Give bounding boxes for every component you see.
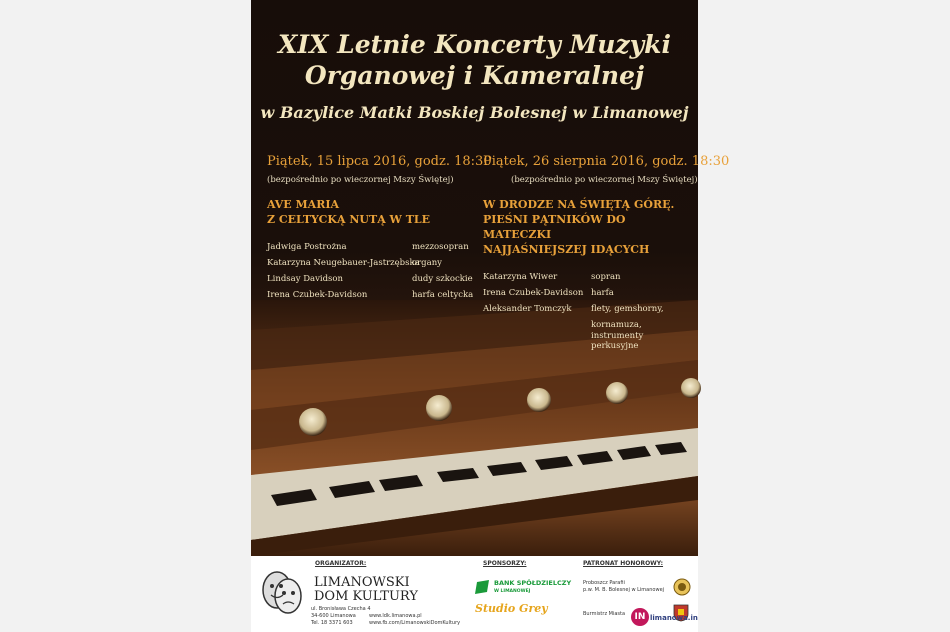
bank-logo-icon (475, 580, 491, 594)
media-in-logo-icon: IN (631, 608, 649, 626)
performer-role: organy (412, 258, 442, 268)
performer-list (483, 269, 693, 349)
performer-role: harfa celtycka (412, 290, 474, 300)
bank-name: BANK SPÓŁDZIELCZY (494, 579, 572, 587)
parish-seal-icon (673, 578, 691, 596)
concert-title-line: PIEŚNI PĄTNIKÓW DO MATECZKI (483, 213, 626, 241)
patron-heading: PATRONAT HONOROWY: (583, 560, 664, 567)
poster-title-line-2: Organowej i Kameralnej (304, 61, 645, 90)
performer-row (267, 287, 477, 303)
concert-note: (bezpośrednio po wieczornej Mszy Świętej) (511, 175, 698, 185)
organizer-address (311, 606, 371, 627)
address-line: Tel. 18 3371 603 (311, 620, 353, 626)
concert-date: Piątek, 15 lipca 2016, godz. 18:30 (267, 154, 492, 169)
organizer-name-line: DOM KULTURY (314, 589, 418, 604)
performer-name: Irena Czubek-Davidson (483, 288, 584, 298)
concert-right (483, 154, 730, 351)
organizer-web (369, 613, 460, 627)
performer-name: Jadwiga Postrożna (267, 242, 347, 252)
performer-role: dudy szkockie (412, 274, 473, 284)
poster-footer (251, 556, 698, 632)
concert-title (483, 197, 693, 257)
performer-role: instrumenty perkusyjne (591, 331, 644, 351)
patron-mayor: Burmistrz Miasta (583, 611, 626, 617)
performer-row (267, 271, 477, 287)
performer-name: Aleksander Tomczyk (483, 304, 572, 314)
bank-sponsor (494, 580, 571, 595)
organizer-name-line: LIMANOWSKI (314, 575, 410, 590)
performer-row (483, 269, 693, 285)
performer-row (483, 301, 693, 317)
organizer-name (314, 576, 418, 604)
address-line: ul. Bronisława Czecha 4 (311, 606, 371, 612)
concert-title (267, 197, 477, 227)
theatre-masks-logo-icon (257, 564, 307, 620)
concert-date: Piątek, 26 sierpnia 2016, godz. 18:30 (483, 154, 730, 169)
bank-location: W LIMANOWEJ (494, 589, 531, 594)
sponsors-heading: SPONSORZY: (483, 560, 527, 567)
concert-title-line: AVE MARIA (267, 198, 340, 211)
performer-role: harfa (591, 288, 614, 298)
performer-row (267, 255, 477, 271)
concert-note: (bezpośrednio po wieczornej Mszy Świętej) (267, 175, 454, 185)
poster-venue: w Bazylice Matki Boskiej Bolesnej w Limanowej (260, 103, 689, 122)
performer-name: Katarzyna Wiwer (483, 272, 558, 282)
performer-role: flety, gemshorny, (591, 304, 664, 314)
organizer-heading: ORGANIZATOR: (315, 560, 367, 567)
performer-name: Lindsay Davidson (267, 274, 344, 284)
performer-role: kornamuza, (591, 320, 642, 330)
poster-title-line-1: XIX Letnie Koncerty Muzyki (277, 30, 671, 59)
media-site: limanowa.in (650, 614, 698, 622)
performer-list (267, 239, 477, 303)
concert-title-line: Z CELTYCKĄ NUTĄ W TLE (267, 213, 431, 226)
concert-left (267, 154, 492, 303)
concert-title-line: W DRODZE NA ŚWIĘTĄ GÓRĘ. (483, 198, 675, 211)
performer-role: sopran (591, 272, 621, 282)
performer-name: Irena Czubek-Davidson (267, 290, 368, 300)
patron-parish (583, 580, 664, 594)
performer-role: mezzosopran (412, 242, 469, 252)
web-link[interactable]: www.fb.com/LimanowskiDomKultury (369, 620, 461, 626)
performer-row (483, 333, 693, 349)
performer-row (483, 285, 693, 301)
address-line: 34-600 Limanowa (311, 613, 356, 619)
concert-title-line: NAJJAŚNIEJSZEJ IDĄCYCH (483, 243, 650, 256)
performer-row (267, 239, 477, 255)
studio-sponsor: Studio Grey (475, 602, 548, 615)
web-link[interactable]: www.ldk.limanowa.pl (369, 613, 422, 619)
performer-name: Katarzyna Neugebauer-Jastrzębska (267, 258, 420, 268)
patron-line: p.w. M. B. Bolesnej w Limanowej (583, 587, 665, 593)
patron-line: Proboszcz Parafii (583, 580, 625, 586)
concert-poster (251, 0, 730, 632)
